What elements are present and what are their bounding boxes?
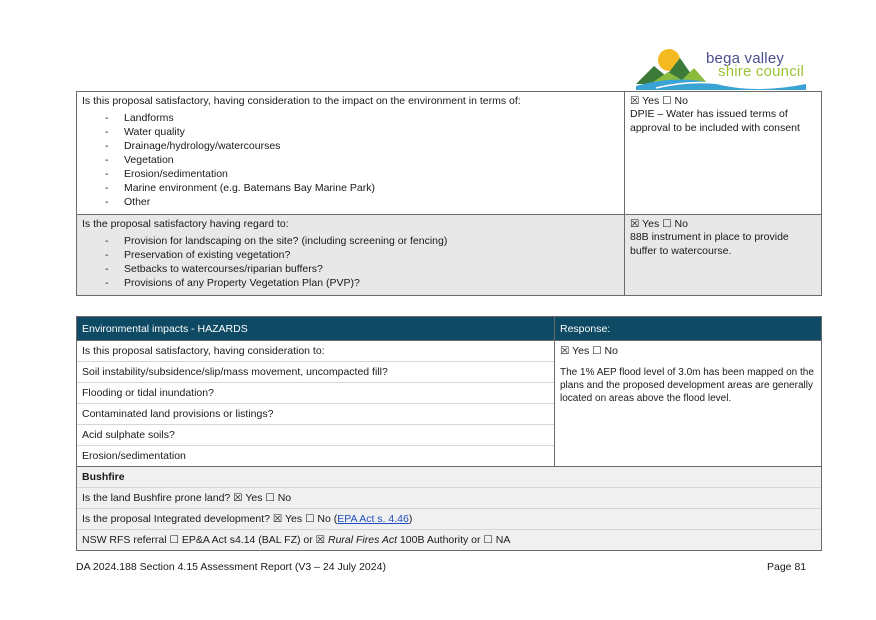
hazards-table	[76, 316, 822, 551]
question-line: Flooding or tidal inundation?	[77, 383, 554, 404]
list-item: - Marine environment (e.g. Batemans Bay Marine Park)	[82, 181, 620, 195]
question-cell	[77, 92, 625, 215]
bushfire-cell	[77, 467, 822, 551]
question-text: Is the proposal satisfactory having regard to:	[82, 218, 289, 230]
line-text: Is the proposal Integrated development? ☒ Yes ☐ No (	[82, 513, 338, 525]
response-cell	[625, 92, 822, 215]
criteria-list	[82, 111, 620, 209]
table-row	[77, 341, 822, 467]
yes-no-answer: ☒ Yes ☐ No	[630, 95, 688, 107]
act-name: Rural Fires Act	[328, 534, 398, 546]
rfs-referral-line	[77, 530, 821, 550]
bushfire-row	[77, 467, 822, 551]
question-cell	[77, 215, 625, 296]
logo-text-line2: shire council	[718, 63, 804, 80]
list-item: - Vegetation	[82, 153, 620, 167]
question-line: Erosion/sedimentation	[82, 450, 186, 462]
list-item: - Water quality	[82, 125, 620, 139]
table-header-row	[77, 317, 822, 341]
header-left: Environmental impacts - HAZARDS	[77, 317, 555, 341]
list-item: - Other	[82, 195, 620, 209]
yes-no-answer: ☒ Yes ☐ No	[630, 218, 688, 230]
table-row	[77, 215, 822, 296]
footer-report-title: DA 2024.188 Section 4.15 Assessment Report (V3 – 24 July 2024)	[76, 561, 386, 573]
integrated-development-line	[77, 509, 821, 530]
footer-page-number: Page 81	[767, 561, 807, 573]
list-item: - Setbacks to watercourses/riparian buffers?	[82, 262, 620, 276]
list-item: - Preservation of existing vegetation?	[82, 248, 620, 262]
question-line: Acid sulphate soils?	[77, 425, 554, 446]
response-note: The 1% AEP flood level of 3.0m has been mapped on the plans and the proposed development areas are generally located on areas above the flood level.	[560, 367, 814, 404]
response-cell	[625, 215, 822, 296]
question-line: Is this proposal satisfactory, having consideration to:	[77, 341, 554, 362]
list-item: - Erosion/sedimentation	[82, 167, 620, 181]
bushfire-prone-line: Is the land Bushfire prone land? ☒ Yes ☐ No	[77, 488, 821, 509]
logo-text-line1: bega valley	[706, 50, 785, 67]
line-text: 100B Authority or ☐ NA	[397, 534, 511, 546]
question-line: Contaminated land provisions or listings?	[77, 404, 554, 425]
header-right: Response:	[555, 317, 822, 341]
line-text: )	[408, 513, 413, 525]
question-text: Is this proposal satisfactory, having consideration to the impact on the environment in terms of:	[82, 95, 521, 107]
line-text: NSW RFS referral ☐ EP&A Act s4.14 (BAL FZ) or ☒	[82, 534, 328, 546]
yes-no-answer: ☒ Yes ☐ No	[560, 345, 618, 357]
question-line: Soil instability/subsidence/slip/mass movement, uncompacted fill?	[77, 362, 554, 383]
response-cell	[555, 341, 822, 467]
question-cell	[77, 341, 555, 467]
table-row	[77, 92, 822, 215]
criteria-list	[82, 234, 620, 290]
response-note: 88B instrument in place to provide buffer to watercourse.	[630, 231, 789, 257]
environment-table	[76, 91, 822, 296]
list-item: - Drainage/hydrology/watercourses	[82, 139, 620, 153]
list-item: - Landforms	[82, 111, 620, 125]
response-note: DPIE – Water has issued terms of approval to be included with consent	[630, 108, 800, 134]
list-item: - Provision for landscaping on the site? (including screening or fencing)	[82, 234, 620, 248]
list-item: - Provisions of any Property Vegetation Plan (PVP)?	[82, 276, 620, 290]
bushfire-title: Bushfire	[77, 467, 821, 488]
epa-act-link[interactable]: EPA Act s. 4.46	[337, 513, 409, 525]
